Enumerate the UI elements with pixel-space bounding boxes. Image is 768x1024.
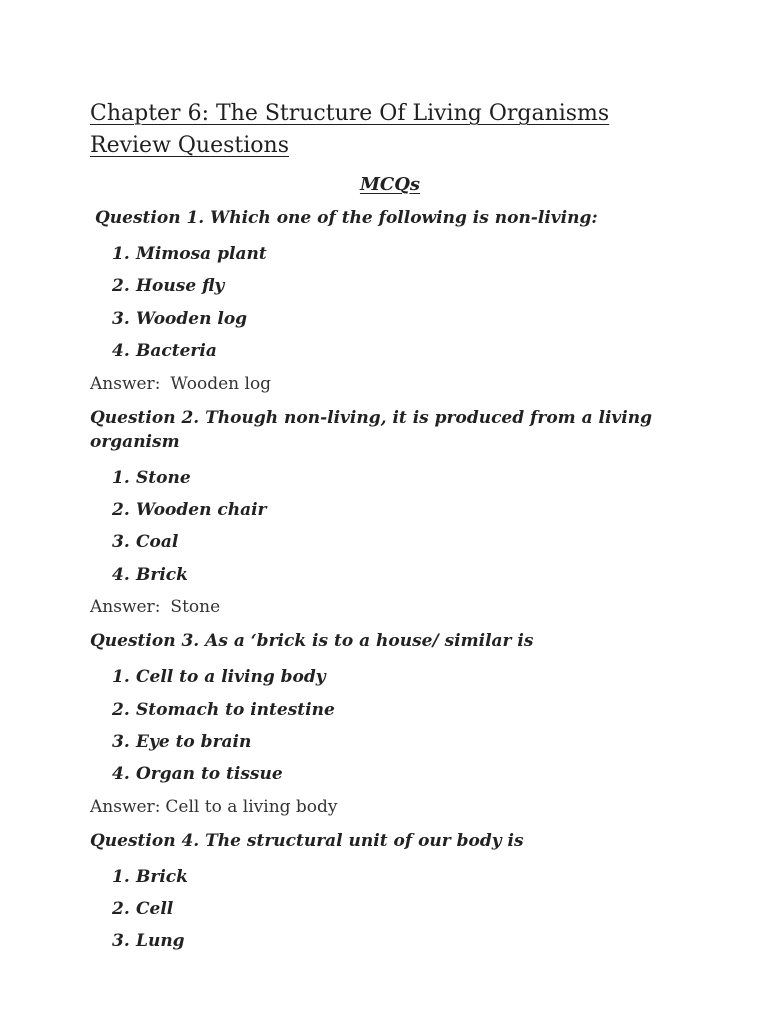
option-text: Organ to tissue: [136, 764, 283, 785]
question-4-options: [90, 861, 690, 958]
option-text: Mimosa plant: [136, 244, 267, 264]
option-number: 4.: [112, 764, 130, 785]
chapter-title: [90, 98, 690, 162]
option-item: [90, 893, 690, 925]
section-heading: MCQs: [359, 174, 421, 195]
option-item: [90, 335, 690, 367]
option-text: Stomach to intestine: [136, 699, 335, 720]
option-number: 4.: [112, 564, 130, 585]
option-text: Lung: [136, 931, 185, 952]
document-page: [90, 98, 690, 958]
answer-text: Cell to a living body: [165, 796, 338, 817]
option-item: [90, 270, 690, 302]
option-text: Bacteria: [136, 341, 217, 362]
option-item: [90, 559, 690, 591]
option-number: 2.: [112, 699, 130, 720]
option-item: [90, 861, 690, 893]
option-item: [90, 238, 690, 270]
answer-label: Answer:: [90, 373, 161, 394]
option-number: 3.: [112, 731, 130, 752]
question-3: Question 3. As a ‘brick is to a house/ similar is: [90, 631, 534, 652]
option-item: [90, 462, 690, 494]
option-text: Cell to a living body: [136, 667, 326, 688]
option-number: 1.: [112, 244, 130, 264]
option-number: 2.: [112, 276, 130, 297]
option-item: [90, 758, 690, 790]
option-text: Stone: [136, 467, 191, 488]
option-number: 3.: [112, 931, 130, 952]
option-number: 3.: [112, 308, 130, 329]
option-text: Wooden log: [136, 308, 248, 329]
option-item: [90, 526, 690, 558]
option-text: Brick: [136, 866, 188, 887]
answer-text: Stone: [170, 597, 221, 618]
title-line-2: Review Questions: [90, 133, 289, 158]
question-2: Question 2. Though non-living, it is produced from a living organism: [90, 407, 652, 452]
option-number: 4.: [112, 341, 130, 362]
option-item: [90, 303, 690, 335]
answer-label: Answer:: [90, 796, 161, 817]
answer-text: Wooden log: [170, 373, 272, 394]
answer-2: [90, 591, 690, 623]
option-number: 2.: [112, 899, 130, 920]
title-line-1: Chapter 6: The Structure Of Living Organisms: [90, 101, 610, 126]
option-number: 2.: [112, 499, 130, 520]
option-item: [90, 925, 690, 957]
answer-label: Answer:: [90, 597, 161, 618]
answer-3: [90, 791, 690, 823]
option-text: Wooden chair: [136, 499, 267, 520]
question-1: Question 1. Which one of the following is non-living:: [95, 208, 598, 228]
option-number: 1.: [112, 866, 130, 887]
answer-1: [90, 368, 690, 400]
question-4: Question 4. The structural unit of our body is: [90, 830, 524, 851]
option-text: Coal: [136, 532, 179, 553]
option-item: [90, 726, 690, 758]
option-text: Cell: [136, 899, 174, 920]
option-text: Eye to brain: [136, 731, 252, 752]
question-1-options: [90, 238, 690, 368]
question-2-options: [90, 462, 690, 592]
question-3-options: [90, 661, 690, 791]
option-number: 1.: [112, 667, 130, 688]
option-item: [90, 661, 690, 693]
option-text: Brick: [136, 564, 188, 585]
option-text: House fly: [136, 276, 225, 297]
option-number: 3.: [112, 532, 130, 553]
option-number: 1.: [112, 467, 130, 488]
option-item: [90, 494, 690, 526]
option-item: [90, 694, 690, 726]
